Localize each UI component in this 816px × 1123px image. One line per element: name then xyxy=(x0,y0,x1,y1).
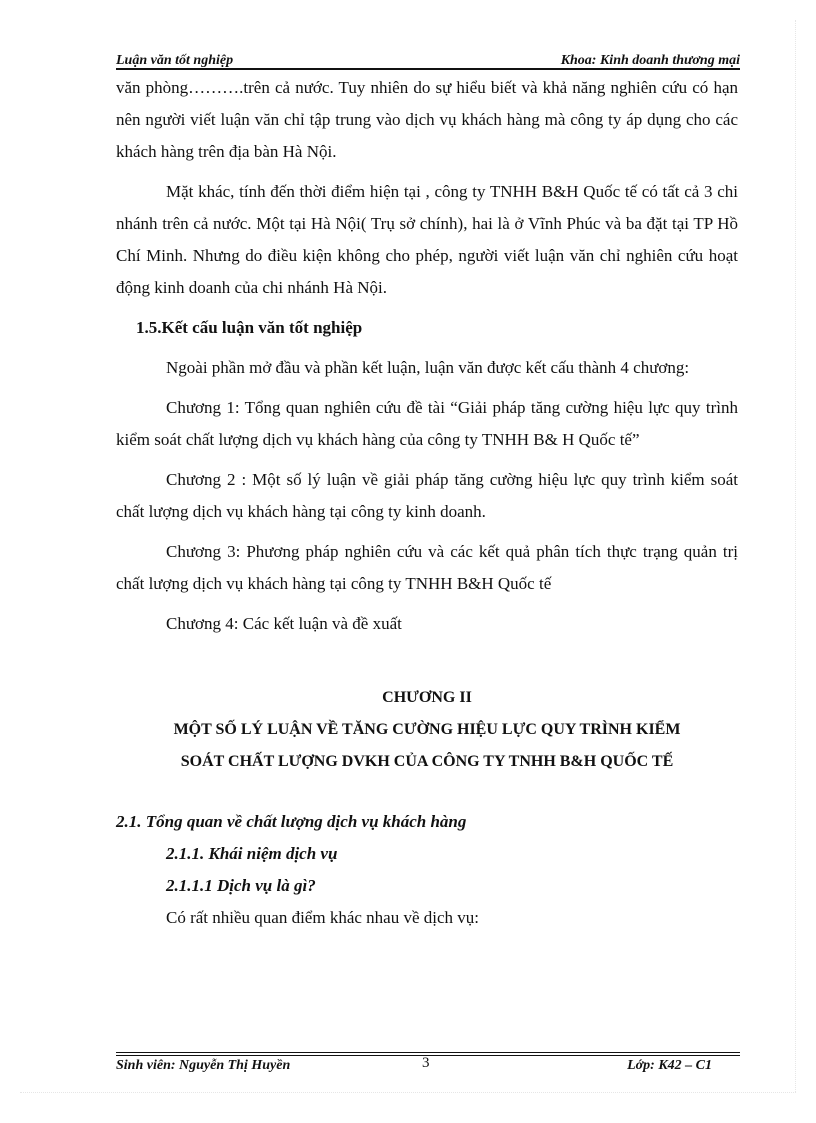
paragraph-branches: Mặt khác, tính đến thời điểm hiện tại , công ty TNHH B&H Quốc tế có tất cả 3 chi nhánh trên cả nước. Một tại Hà Nội( Trụ sở chính), hai là ở Vĩnh Phúc và ba đặt tại TP Hồ Chí Minh. Nhưng do điều kiện không cho phép, người viết luận văn chỉ nghiên cứu hoạt động kinh doanh của chi nhánh Hà Nội. xyxy=(116,182,738,297)
page-number: 3 xyxy=(422,1055,430,1071)
section-heading-2-1: 2.1. Tổng quan về chất lượng dịch vụ khách hàng xyxy=(116,812,467,831)
chapter-title-line-2: SOÁT CHẤT LƯỢNG DVKH CỦA CÔNG TY TNHH B&H QUỐC TẾ xyxy=(180,753,674,770)
footer-student-name: Sinh viên: Nguyễn Thị Huyền xyxy=(116,1058,291,1073)
header-divider xyxy=(116,68,740,70)
paragraph-chapter-4: Chương 4: Các kết luận và đề xuất xyxy=(166,614,402,633)
page-edge-bottom xyxy=(20,1092,796,1093)
chapter-heading: CHƯƠNG II xyxy=(382,689,472,706)
header-thesis-label: Luận văn tốt nghiệp xyxy=(116,53,234,68)
paragraph-structure-intro: Ngoài phần mở đầu và phần kết luận, luận văn được kết cấu thành 4 chương: xyxy=(166,358,690,377)
paragraph-chapter-3: Chương 3: Phương pháp nghiên cứu và các kết quả phân tích thực trạng quản trị chất lượng dịch vụ khách hàng tại công ty TNHH B&H Quốc tế xyxy=(116,542,738,593)
paragraph-scope: văn phòng……….trên cả nước. Tuy nhiên do sự hiểu biết và khả năng nghiên cứu có hạn nên người viết luận văn chỉ tập trung vào dịch vụ khách hàng mà công ty áp dụng cho các khách hàng trên địa bàn Hà Nội. xyxy=(116,78,738,161)
paragraph-chapter-1: Chương 1: Tổng quan nghiên cứu đề tài “Giải pháp tăng cường hiệu lực quy trình kiểm soát chất lượng dịch vụ khách hàng của công ty TNHH B& H Quốc tế” xyxy=(116,398,738,449)
paragraph-service-views: Có rất nhiều quan điểm khác nhau về dịch vụ: xyxy=(166,908,479,927)
header-faculty-label: Khoa: Kinh doanh thương mại xyxy=(560,53,740,68)
section-heading-2-1-1-1: 2.1.1.1 Dịch vụ là gì? xyxy=(166,876,316,895)
footer-divider-top xyxy=(116,1052,740,1053)
footer-class-label: Lớp: K42 – C1 xyxy=(627,1058,712,1073)
page-footer xyxy=(116,1055,740,1078)
page-header xyxy=(116,49,740,69)
chapter-title-line-1: MỘT SỐ LÝ LUẬN VỀ TĂNG CƯỜNG HIỆU LỰC QUY TRÌNH KIỂM xyxy=(173,721,681,738)
section-heading-1-5: 1.5.Kết cấu luận văn tốt nghiệp xyxy=(136,318,363,337)
document-body xyxy=(116,72,738,934)
page-edge-right xyxy=(795,20,796,1092)
section-heading-2-1-1: 2.1.1. Khái niệm dịch vụ xyxy=(166,844,338,863)
paragraph-chapter-2: Chương 2 : Một số lý luận về giải pháp tăng cường hiệu lực quy trình kiểm soát chất lượng dịch vụ khách hàng tại công ty kinh doanh. xyxy=(116,470,738,521)
